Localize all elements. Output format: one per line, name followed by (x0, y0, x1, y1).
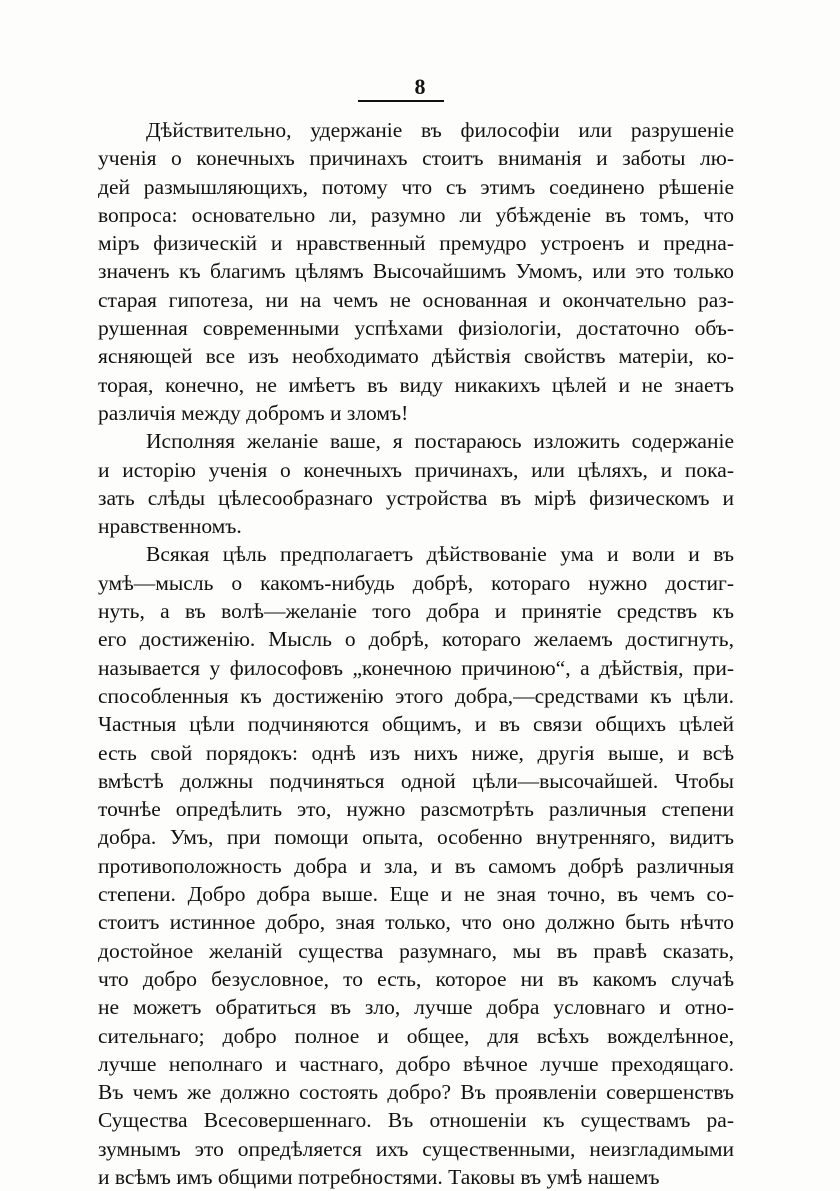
text-line: лучше неполнаго и частнаго, добро вѣчное лучше преходящаго. (98, 1051, 734, 1076)
text-line: что добро безусловное, то есть, которое ни въ какомъ случаѣ (98, 966, 734, 991)
text-line: ученія о конечныхъ причинахъ стоитъ вниманія и заботы лю- (98, 146, 734, 171)
paragraph-2 (98, 427, 734, 540)
text-line: Существа Всесовершеннаго. Въ отношеніи къ существамъ ра- (98, 1108, 734, 1133)
text-line: торая, конечно, не имѣетъ въ виду никакихъ цѣлей и не знаетъ (98, 372, 734, 397)
text-line: старая гипотеза, ни на чемъ не основанная и окончательно раз- (98, 287, 734, 312)
text-line: вопроса: основательно ли, разумно ли убѣжденіе въ томъ, что (98, 202, 734, 227)
page-number-underline (358, 100, 444, 102)
text-line: зумнымъ это опредѣляется ихъ существенными, неизгладимыми (98, 1136, 734, 1161)
text-line: и всѣмъ имъ общими потребностями. Таковы въ умѣ нашемъ (98, 1164, 660, 1189)
text-line: достойное желаній существа разумнаго, мы въ правѣ сказать, (98, 938, 734, 963)
text-line: стоитъ истинное добро, зная только, что оно должно быть нѣчто (98, 910, 734, 935)
text-line: есть свой порядокъ: однѣ изъ нихъ ниже, другія выше, и всѣ (98, 740, 734, 765)
text-line: рушенная современными успѣхами физіологіи, достаточно объ- (98, 316, 734, 341)
text-line: значенъ къ благимъ цѣлямъ Высочайшимъ Умомъ, или это только (98, 259, 734, 284)
text-line: Въ чемъ же должно состоять добро? Въ проявленіи совершенствъ (98, 1080, 734, 1105)
text-line: зать слѣды цѣлесообразнаго устройства въ мірѣ физическомъ и (98, 485, 734, 510)
text-line: сительнаго; добро полное и общее, для всѣхъ вожделѣнное, (98, 1023, 734, 1048)
text-line: міръ физическій и нравственный премудро устроенъ и предна- (98, 231, 734, 256)
page-number: 8 (414, 74, 426, 99)
paragraph-1 (98, 116, 734, 427)
text-line: точнѣе опредѣлить это, нужно разсмотрѣть различныя степени (98, 797, 734, 822)
text-line: добра. Умъ, при помощи опыта, особенно внутренняго, видитъ (98, 825, 734, 850)
text-line: умѣ—мысль о какомъ-нибудь добрѣ, котораго нужно достиг- (98, 570, 734, 595)
text-line: Исполняя желаніе ваше, я постараюсь изложить содержаніе (146, 429, 734, 454)
page-header (0, 76, 840, 99)
text-line: и исторію ученія о конечныхъ причинахъ, или цѣляхъ, и пока- (98, 457, 734, 482)
text-line: Всякая цѣль предполагаетъ дѣйствованіе ума и воли и въ (146, 542, 734, 567)
text-line: называется у философовъ „конечною причиною“, а дѣйствія, при- (98, 655, 734, 680)
text-line: не можетъ обратиться въ зло, лучше добра условнаго и отно- (98, 995, 734, 1020)
text-line: Дѣйствительно, удержаніе въ философіи или разрушеніе (146, 118, 734, 142)
text-line: степени. Добро добра выше. Еще и не зная точно, въ чемъ со- (98, 882, 734, 907)
text-line: различія между добромъ и зломъ! (98, 400, 409, 425)
text-line: противоположность добра и зла, и въ самомъ добрѣ различныя (98, 853, 734, 878)
text-line: дей размышляющихъ, потому что съ этимъ соединено рѣшеніе (98, 174, 734, 199)
text-line: Частныя цѣли подчиняются общимъ, и въ связи общихъ цѣлей (98, 712, 734, 737)
text-line: его достиженію. Мысль о добрѣ, котораго желаемъ достигнуть, (98, 627, 734, 652)
text-line: нравственномъ. (98, 514, 242, 539)
paragraph-3 (98, 540, 734, 1191)
text-line: нуть, а въ волѣ—желаніе того добра и принятіе средствъ къ (98, 599, 734, 624)
text-line: вмѣстѣ должны подчиняться одной цѣли—высочайшей. Чтобы (98, 768, 734, 793)
text-body (98, 116, 734, 1191)
text-line: способленныя къ достиженію этого добра,—средствами къ цѣли. (98, 683, 734, 708)
text-line: ясняющей все изъ необходимато дѣйствія свойствъ матеріи, ко- (98, 344, 734, 369)
